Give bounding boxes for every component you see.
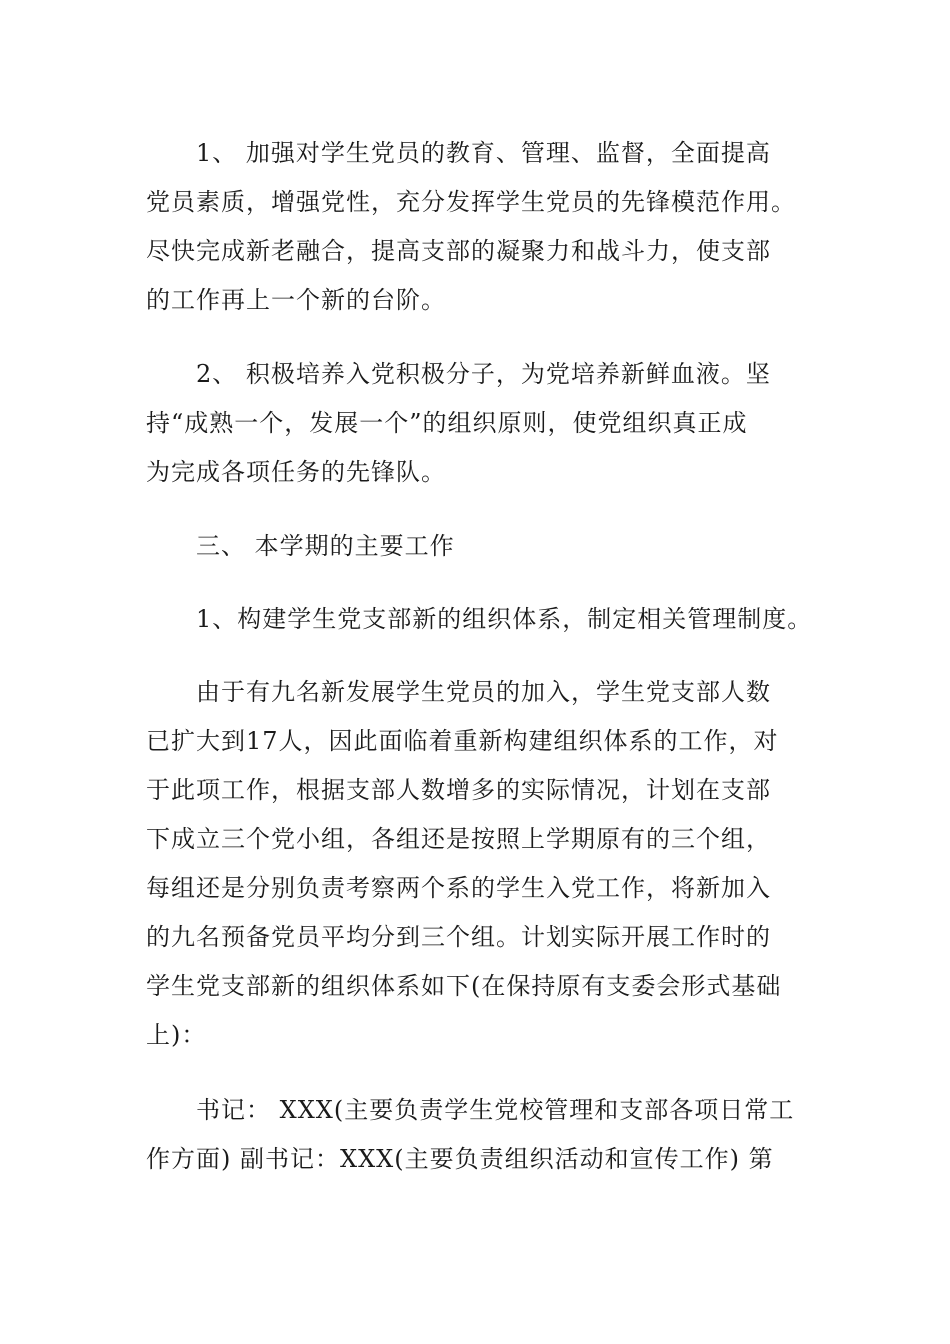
paragraph-1-line-4: 的工作再上一个新的台阶。: [146, 286, 446, 314]
paragraph-2-line-2: 持“成熟一个，发展一个”的组织原则，使党组织真正成: [146, 409, 748, 437]
paragraph-5-line-3: 于此项工作，根据支部人数增多的实际情况，计划在支部: [146, 776, 771, 804]
paragraph-5-line-8: 上)：: [146, 1021, 207, 1049]
paragraph-1-line-1: 1、 加强对学生党员的教育、管理、监督，全面提高: [196, 139, 771, 167]
paragraph-2-line-1: 2、 积极培养入党积极分子，为党培养新鲜血液。坚: [196, 360, 771, 388]
paragraph-6-line-2: 作方面) 副书记：XXX(主要负责组织活动和宣传工作) 第: [146, 1145, 774, 1173]
paragraph-5-line-7: 学生党支部新的组织体系如下(在保持原有支委会形式基础: [146, 972, 782, 1000]
section-heading: 三、 本学期的主要工作: [196, 532, 455, 560]
paragraph-5-line-5: 每组还是分别负责考察两个系的学生入党工作，将新加入: [146, 874, 771, 902]
paragraph-1-line-3: 尽快完成新老融合，提高支部的凝聚力和战斗力，使支部: [146, 237, 771, 265]
paragraph-5-line-4: 下成立三个党小组，各组还是按照上学期原有的三个组，: [146, 825, 771, 853]
paragraph-2-line-3: 为完成各项任务的先锋队。: [146, 458, 446, 486]
paragraph-5-line-6: 的九名预备党员平均分到三个组。计划实际开展工作时的: [146, 923, 771, 951]
paragraph-5-line-1: 由于有九名新发展学生党员的加入，学生党支部人数: [196, 678, 771, 706]
paragraph-1-line-2: 党员素质，增强党性，充分发挥学生党员的先锋模范作用。: [146, 188, 796, 216]
subsection-1-heading: 1、构建学生党支部新的组织体系，制定相关管理制度。: [196, 605, 813, 633]
paragraph-6-line-1: 书记： XXX(主要负责学生党校管理和支部各项日常工: [196, 1096, 795, 1124]
paragraph-5-line-2: 已扩大到17人，因此面临着重新构建组织体系的工作，对: [146, 727, 779, 755]
